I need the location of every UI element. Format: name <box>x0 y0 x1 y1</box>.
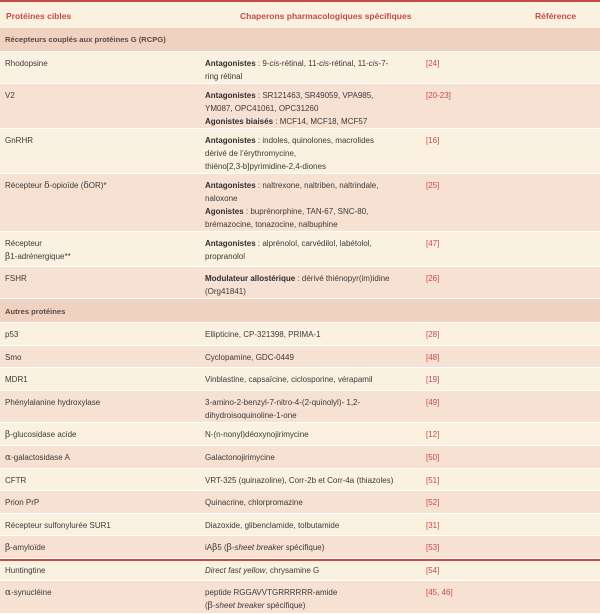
chaperone-cell: Antagonistes : SR121463, SR49059, VPA985, YM087, OPC41061, OPC31260 Agonistes biaisés : MCF14, MCF18, MCF57 <box>200 83 400 128</box>
table-row <box>0 445 600 468</box>
chaperone-cell: N-(n-nonyl)déoxynojirimycine <box>200 422 400 445</box>
reference-cell: [52] <box>400 490 600 513</box>
header-target: Protéines cibles <box>6 11 72 21</box>
target-cell: β-glucosidase acide <box>0 422 200 445</box>
reference-cell: [47] <box>400 231 600 266</box>
table-header <box>0 2 600 28</box>
target-cell: Récepteur β1-adrénergique** <box>0 231 200 266</box>
reference-cell: [28] <box>400 322 600 345</box>
target-cell: Phénylalanine hydroxylase <box>0 390 200 422</box>
reference-cell: [12] <box>400 422 600 445</box>
chaperone-cell: Quinacrine, chlorpromazine <box>200 490 400 513</box>
chaperone-cell: iAβ5 (β-sheet breaker spécifique) <box>200 535 400 558</box>
reference-cell: [48] <box>400 345 600 367</box>
chaperone-cell: Ellipticine, CP-321398, PRIMA-1 <box>200 322 400 345</box>
reference-cell: [25] <box>400 173 600 231</box>
target-cell: Prion PrP <box>0 490 200 513</box>
table-row <box>0 83 600 128</box>
section-label: Autres protéines <box>0 298 600 322</box>
target-cell: β-amyloïde <box>0 535 200 558</box>
reference-cell: [49] <box>400 390 600 422</box>
reference-cell: [19] <box>400 367 600 390</box>
chaperone-cell: Cyclopamine, GDC-0449 <box>200 345 400 367</box>
reference-cell: [31] <box>400 513 600 535</box>
target-cell: MDR1 <box>0 367 200 390</box>
target-cell: Récepteur δ-opioïde (δOR)* <box>0 173 200 231</box>
reference-cell: [16] <box>400 128 600 173</box>
reference-cell: [24] <box>400 51 600 83</box>
target-cell: CFTR <box>0 468 200 490</box>
table-row <box>0 390 600 422</box>
table-row <box>0 173 600 231</box>
target-cell: α-synucléine <box>0 580 200 613</box>
target-cell: Rhodopsine <box>0 51 200 83</box>
chaperone-cell: peptide RGGAVVTGRRRRRR-amide (β-sheet breaker spécifique) <box>200 580 400 613</box>
target-cell: α-galactosidase A <box>0 445 200 468</box>
reference-cell: [20-23] <box>400 83 600 128</box>
table-row <box>0 422 600 445</box>
chaperone-cell: Diazoxide, glibenclamide, tolbutamide <box>200 513 400 535</box>
bottom-rule <box>0 559 600 561</box>
target-cell: p53 <box>0 322 200 345</box>
table-row <box>0 266 600 298</box>
chaperone-cell: Antagonistes : naltrexone, naltriben, naltrindale, naloxone Agonistes : buprénorphine, TAN-67, SNC-80, brémazocine, tonazocine, nalbuphine <box>200 173 400 231</box>
chaperone-cell: 3-amino-2-benzyl-7-nitro-4-(2-quinolyl)- 1,2-dihydroisoquinoline-1-one <box>200 390 400 422</box>
reference-cell: [54] <box>400 558 600 580</box>
header-chaperones: Chaperons pharmacologiques spécifiques <box>240 11 412 21</box>
table-row <box>0 367 600 390</box>
table-row <box>0 128 600 173</box>
reference-cell: [51] <box>400 468 600 490</box>
table-row <box>0 490 600 513</box>
chaperone-table <box>0 28 600 614</box>
table-row <box>0 558 600 580</box>
table-row <box>0 231 600 266</box>
target-cell: FSHR <box>0 266 200 298</box>
header-reference: Référence <box>535 11 577 21</box>
reference-cell: [26] <box>400 266 600 298</box>
table-row <box>0 580 600 613</box>
chaperone-cell: VRT-325 (quinazoline), Corr-2b et Corr-4a (thiazoles) <box>200 468 400 490</box>
table-row <box>0 513 600 535</box>
table-row <box>0 535 600 558</box>
table-row <box>0 468 600 490</box>
chaperone-cell: Vinblastine, capsaïcine, ciclosporine, vérapamil <box>200 367 400 390</box>
section-row-other <box>0 298 600 322</box>
section-row-rcpg <box>0 28 600 51</box>
target-cell: Huntingtine <box>0 558 200 580</box>
table-row <box>0 51 600 83</box>
section-label: Récepteurs couplés aux protéines G (RCPG) <box>0 28 600 51</box>
reference-cell: [45, 46] <box>400 580 600 613</box>
target-cell: V2 <box>0 83 200 128</box>
table-row <box>0 345 600 367</box>
reference-cell: [50] <box>400 445 600 468</box>
reference-cell: [53] <box>400 535 600 558</box>
chaperone-cell: Antagonistes : indoles, quinolones, macrolides dérivé de l’érythromycine, thiéno[2,3-b]pyrimidine-2,4-diones <box>200 128 400 173</box>
chaperone-cell: Direct fast yellow, chrysamine G <box>200 558 400 580</box>
target-cell: GnRHR <box>0 128 200 173</box>
chaperone-cell: Antagonistes : alprénolol, carvédilol, labétolol, propranolol <box>200 231 400 266</box>
target-cell: Smo <box>0 345 200 367</box>
chaperone-cell: Modulateur allostérique : dérivé thiénopyr(im)idine (Org41841) <box>200 266 400 298</box>
target-cell: Récepteur sulfonylurée SUR1 <box>0 513 200 535</box>
chaperone-cell: Antagonistes : 9-cis-rétinal, 11-cis-rétinal, 11-cis-7-ring rétinal <box>200 51 400 83</box>
table-row <box>0 322 600 345</box>
chaperone-cell: Galactonojirimycine <box>200 445 400 468</box>
